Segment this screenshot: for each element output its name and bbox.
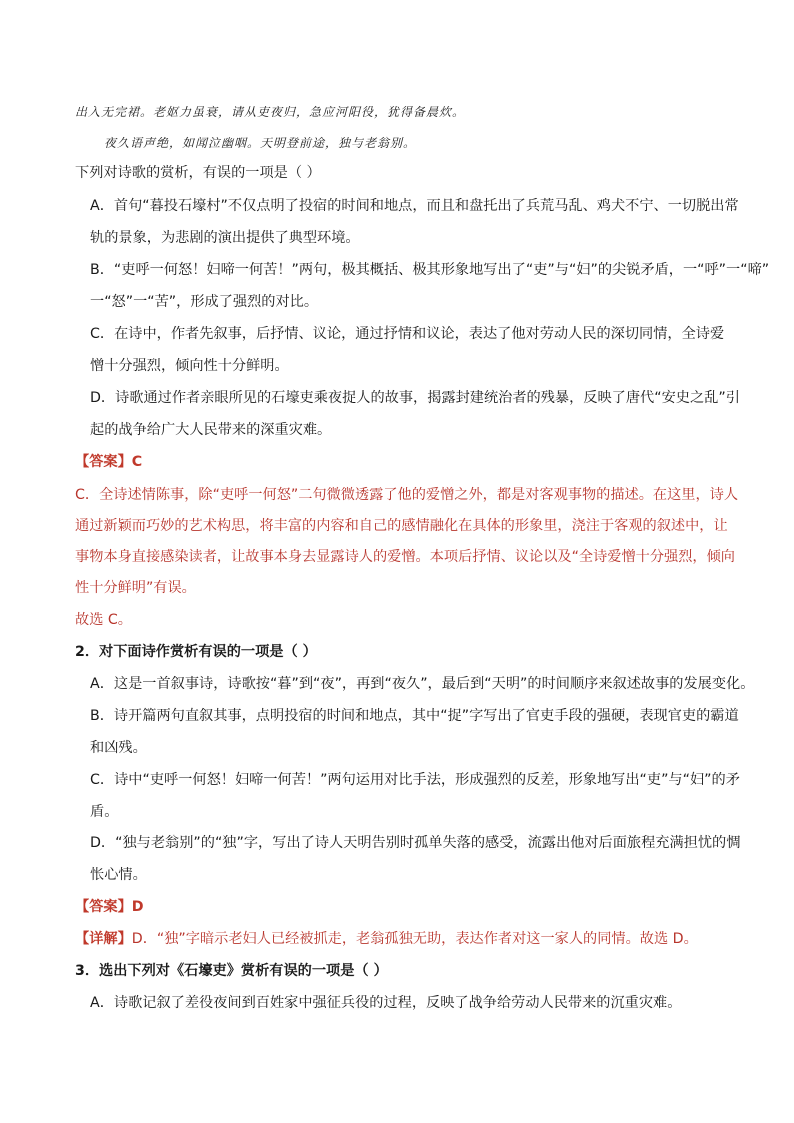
option-a: 轨的景象，为悲剧的演出提供了典型环境。: [90, 230, 360, 246]
question-prompt: 3．选出下列对《石壕吏》赏析有误的一项是（ ）: [75, 963, 388, 979]
question-prompt: 2．对下面诗作赏析有误的一项是（ ）: [75, 644, 317, 660]
option-b: B．诗开篇两句直叙其事，点明投宿的时间和地点，其中“捉”字写出了官吏手段的强硬，表现官吏的霸道: [90, 708, 739, 724]
option-d: D．“独与老翁别”的“独”字，写出了诗人天明告别时孤单失落的感受，流露出他对后面旅程充满担忧的惆: [90, 835, 741, 851]
conclusion: 故选 C。: [75, 612, 132, 628]
explanation-line: 性十分鲜明”有误。: [75, 580, 196, 596]
option-d: D．诗歌通过作者亲眼所见的石壕吏乘夜捉人的故事，揭露封建统治者的残暴，反映了唐代“安史之乱”引: [90, 390, 740, 406]
answer-value: D: [131, 899, 144, 915]
answer-label: 【答案】: [75, 899, 132, 915]
explanation-line: 通过新颖而巧妙的艺术构思，将丰富的内容和自己的感情融化在具体的形象里，浇注于客观的叙述中，让: [75, 518, 728, 534]
option-b: B．“吏呼一何怒！妇啼一何苦！”两句，极其概括、极其形象地写出了“吏”与“妇”的尖锐矛盾，一“呼”一“啼”: [90, 262, 770, 278]
question-prompt: 下列对诗歌的赏析，有误的一项是（ ）: [75, 165, 321, 181]
option-b: 一“怒”一“苦”，形成了强烈的对比。: [90, 294, 319, 310]
answer-line: [75, 897, 144, 917]
option-c: 憎十分强烈，倾向性十分鲜明。: [90, 358, 289, 374]
option-c: C．诗中“吏呼一何怒！妇啼一何苦！”两句运用对比手法，形成强烈的反差，形象地写出“吏”与“妇”的矛: [90, 772, 740, 788]
option-c: C．在诗中，作者先叙事，后抒情、议论，通过抒情和议论，表达了他对劳动人民的深切同情，全诗爱: [90, 326, 725, 342]
option-a: A．诗歌记叙了差役夜间到百姓家中强征兵役的过程，反映了战争给劳动人民带来的沉重灾难。: [90, 995, 682, 1011]
poem-line: 夜久语声绝，如闻泣幽咽。天明登前途，独与老翁别。: [104, 136, 417, 150]
detail-text: D．“独”字暗示老妇人已经被抓走，老翁孤独无助，表达作者对这一家人的同情。故选 D。: [131, 931, 698, 947]
option-d: 怅心情。: [90, 867, 147, 883]
option-a: A．这是一首叙事诗，诗歌按“暮”到“夜”，再到“夜久”，最后到“天明”的时间顺序来叙述故事的发展变化。: [90, 676, 755, 692]
answer-value: C: [131, 454, 143, 470]
option-a: A．首句“暮投石壕村”不仅点明了投宿的时间和地点，而且和盘托出了兵荒马乱、鸡犬不宁、一切脱出常: [90, 198, 739, 214]
detail-line: [75, 929, 698, 949]
option-b: 和凶残。: [90, 740, 147, 756]
detail-label: 【详解】: [75, 931, 132, 947]
answer-line: [75, 452, 142, 472]
explanation-line: 事物本身直接感染读者，让故事本身去显露诗人的爱憎。本项后抒情、议论以及“全诗爱憎十分强烈，倾向: [75, 549, 735, 565]
answer-label: 【答案】: [75, 454, 132, 470]
explanation-line: C．全诗述情陈事，除“吏呼一何怒”二句微微透露了他的爱憎之外，都是对客观事物的描述。在这里，诗人: [75, 487, 739, 503]
option-c: 盾。: [90, 804, 119, 820]
poem-line: 出入无完裙。老妪力虽衰，请从吏夜归，急应河阳役，犹得备晨炊。: [75, 105, 466, 119]
option-d: 起的战争给广大人民带来的深重灾难。: [90, 422, 332, 438]
